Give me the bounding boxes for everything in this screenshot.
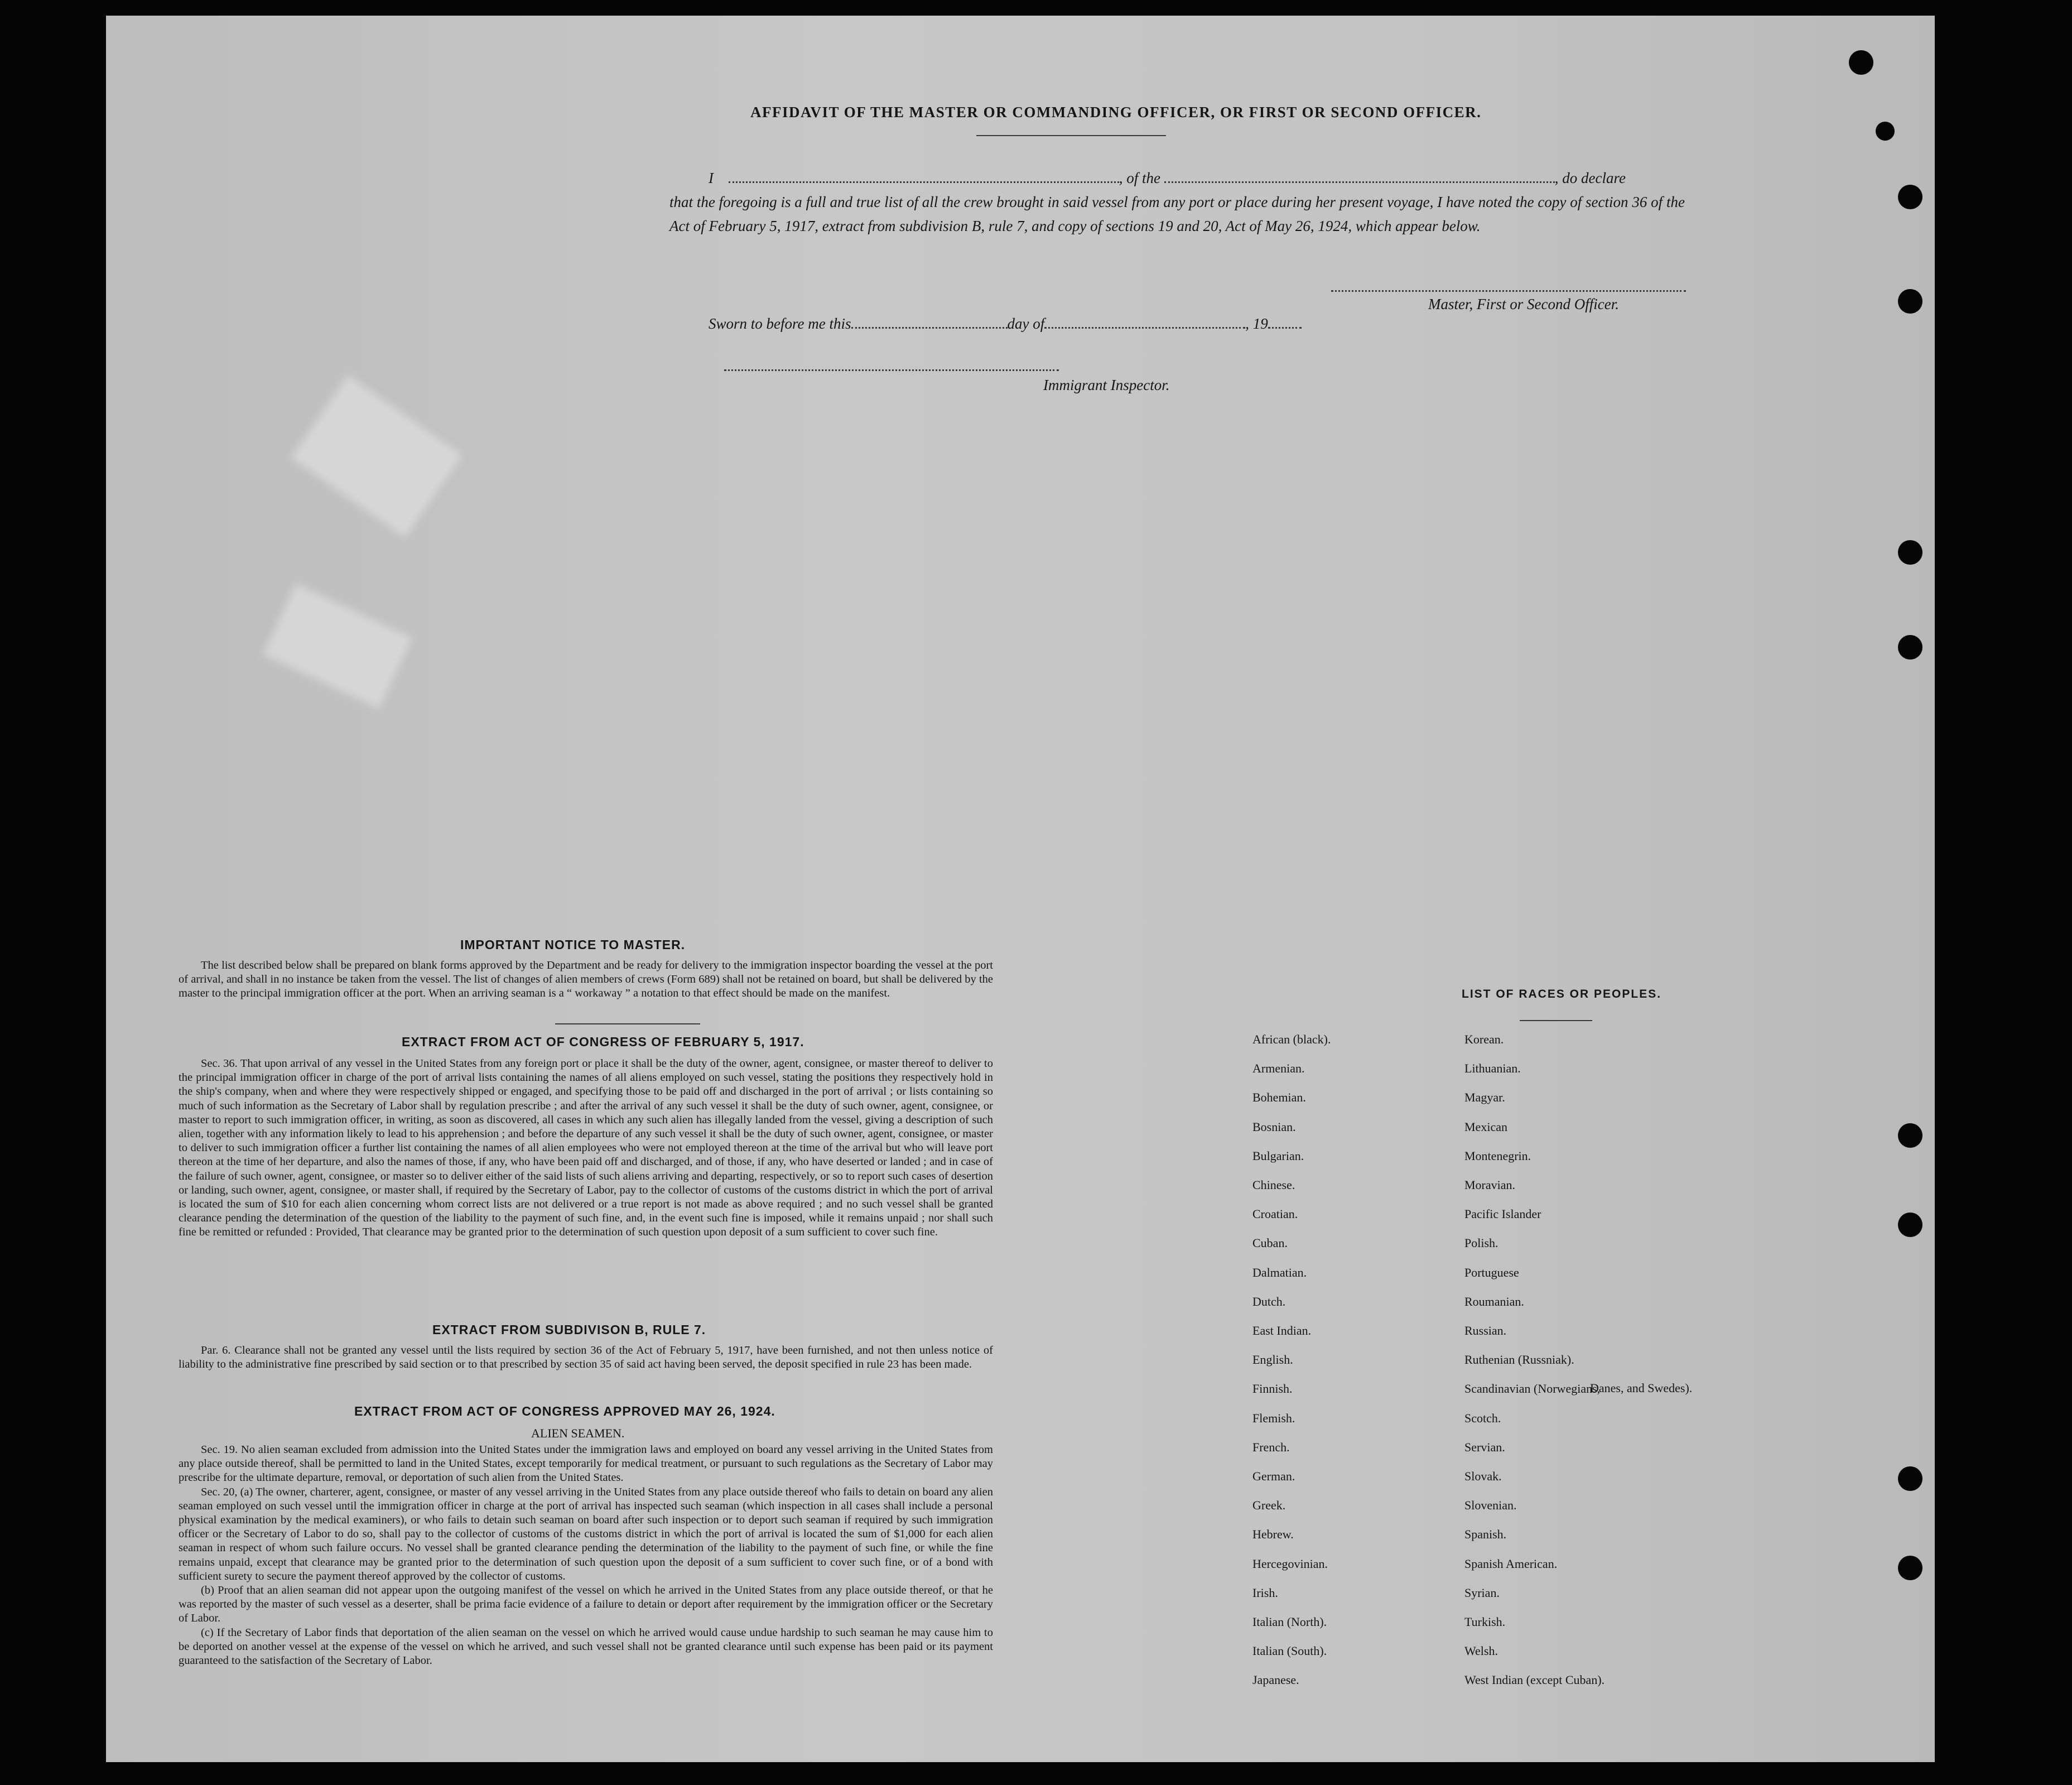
section-20b-text: (b) Proof that an alien seaman did not appear upon the outgoing manifest of the vessel on which he arrived in the United States from any place outside thereof, or that he was reported by the master of such vessel as a deserter, shall be prima facie evidence of a failure to detain or deport after requirement by the immigration officer or the Secretary of Labor. <box>179 1584 993 1625</box>
sworn-line <box>709 315 1302 333</box>
binder-hole <box>1898 1556 1922 1580</box>
tape-mark <box>291 376 462 538</box>
section-20a-text: Sec. 20, (a) The owner, charterer, agent, consignee, or master of any vessel arriving in the United States from any place outside thereof who fails to detain on board any alien seaman employed on such vessel until the immigration officer in charge at the port of arrival has inspected such seaman (which inspection in all cases shall include a personal physical examination by the medical examiners), or who fails to detain such seaman on board after such inspection or to deport such seaman if required by such immigration officer or the Secretary of Labor to do so, shall pay to the collector of customs of the customs district in which the port of arrival is located the sum of $1,000 for each alien seaman in respect of whom such failure occurs. No vessel shall be granted clearance pending the determination of the liability to the payment of such fine, or while the fine remains unpaid, except that clearance may be granted prior to the determination of such question upon the deposit of a sum sufficient to cover such fine, or of a bond with sufficient surety to secure the payment thereof approved by the collector of customs. <box>179 1485 993 1582</box>
race-item: African (black). <box>1252 1032 1331 1046</box>
race-item: Bosnian. <box>1252 1119 1296 1134</box>
vessel-field[interactable] <box>1164 170 1555 183</box>
binder-hole <box>1898 185 1922 209</box>
document-page <box>106 16 1935 1762</box>
race-item: Korean. <box>1464 1032 1504 1046</box>
race-item: Spanish. <box>1464 1527 1507 1542</box>
inspector-signature-line[interactable] <box>724 368 1059 371</box>
affidavit-i: I <box>709 170 714 186</box>
race-item: Servian. <box>1464 1440 1505 1454</box>
race-item: Dalmatian. <box>1252 1265 1307 1279</box>
section-19-text: Sec. 19. No alien seaman excluded from admission into the United States under the immigration laws and employed on board any vessel arriving in the United States from any place outside thereof, shall be permitted to land in the United States, except temporarily for medical treatment, or pursuant to such regulations as the Secretary of Labor may prescribe for the ultimate departure, removal, or deportation of such alien from the United States. <box>179 1444 993 1484</box>
binder-hole <box>1876 122 1895 141</box>
sworn-year: , 19 <box>1245 315 1268 332</box>
section-20c-text: (c) If the Secretary of Labor finds that deportation of the alien seaman on the vessel on which he arrived would cause undue hardship to such seaman he may cause him to be deported on another vessel at the expense of the vessel on which he arrived, and such vessel shall not be granted clearance until such expense has been paid or its payment guaranteed to the satisfaction of the Secretary of Labor. <box>179 1626 993 1667</box>
sworn-month-field[interactable] <box>1044 316 1245 329</box>
extract-1924-body <box>179 1443 993 1668</box>
binder-hole <box>1898 540 1922 565</box>
race-item: Italian (South). <box>1252 1644 1327 1658</box>
affidavit-title: AFFIDAVIT OF THE MASTER OR COMMANDING OFFICER, OR FIRST OR SECOND OFFICER. <box>750 104 1482 121</box>
sworn-date-field[interactable] <box>851 316 1008 329</box>
race-item: English. <box>1252 1353 1293 1367</box>
race-item: Bulgarian. <box>1252 1148 1304 1163</box>
race-item: Chinese. <box>1252 1178 1295 1192</box>
notice-text: The list described below shall be prepared on blank forms approved by the Department and be ready for delivery to the immigration inspector boarding the vessel at the port of arrival, and shall in no instance be taken from the vessel. The list of changes of alien members of crews (Form 689) shall not be retained on board, but shall be delivered by the master to the principal immigration officer at the port. When an arriving seaman is a “ workaway ” a notation to that effect should be made on the manifest. <box>179 959 993 1000</box>
affidavit-statement: that the foregoing is a full and true list of all the crew brought in said vessel from any port or place during her present voyage, I have noted the copy of section 36 of the Act of February 5, 1917, extract from subdivision B, rule 7, and copy of sections 19 and 20, Act of May 26, 1924, which appear below. <box>669 194 1685 234</box>
race-item: Pacific Islander <box>1464 1207 1541 1221</box>
sworn-day-of: day of <box>1007 315 1045 332</box>
race-item: Magyar. <box>1464 1090 1505 1105</box>
race-item: Welsh. <box>1464 1644 1498 1658</box>
signature-label: Master, First or Second Officer. <box>1428 296 1619 312</box>
race-item: Lithuanian. <box>1464 1061 1521 1076</box>
divider <box>976 135 1166 136</box>
binder-hole <box>1898 1466 1922 1491</box>
sworn-year-field[interactable] <box>1268 316 1302 329</box>
race-item: Roumanian. <box>1464 1294 1524 1308</box>
race-item: Hebrew. <box>1252 1527 1294 1542</box>
race-item: Dutch. <box>1252 1294 1286 1308</box>
sworn-prefix: Sworn to before me this <box>709 315 851 332</box>
extract-1917-body <box>179 1057 993 1240</box>
affidavit-do-declare: , do declare <box>1554 170 1626 186</box>
binder-hole <box>1898 1123 1922 1148</box>
section-36-text: Sec. 36. That upon arrival of any vessel in the United States from any foreign port or place it shall be the duty of the owner, agent, consignee, or master thereof to deliver to the principal immigration officer in charge of the port of arrival lists containing the names of all aliens employed on such vessel, stating the positions they respectively hold in the ship's company, when and where they were respectively shipped or engaged, and specifying those to be paid off and discharged in the port of arrival ; or lists containing so much of such information as the Secretary of Labor shall by regulation prescribe ; and after the arrival of any such vessel it shall be the duty of such owner, agent, consignee, or master to report to such immigration officer, in writing, as soon as discovered, all cases in which any such alien has illegally landed from the vessel, giving a description of such alien, together with any information likely to lead to his apprehension ; and before the departure of any such vessel it shall be the duty of such owner, agent, consignee, or master to deliver to such immigration officer a further list containing the names of all alien employees who were not employed thereon at the time of the arrival but who will leave port thereon at the time of her departure, and also the names of those, if any, who have been paid off and discharged, and of those, if any, who have deserted or landed ; and in case of the failure of such owner, agent, consignee, or master so to deliver either of the said lists of such aliens arriving and departing, respectively, or so to report such cases of desertion or landing, such owner, agent, consignee, or master shall, if required by the Secretary of Labor, pay to the collector of customs of the customs district in which the port of arrival is located the sum of $10 for each alien concerning whom correct lists are not delivered or a true report is not made as above required ; and no such vessel shall be granted clearance pending the determination of the question of the liability to the payment of such fine, and, in the event such fine is imposed, while it remains unpaid ; nor shall such fine be remitted or refunded : Provided, That clearance may be granted prior to the determination of such question upon deposit of a sum sufficient to cover such fine. <box>179 1057 993 1239</box>
affidavit-of-the: , of the <box>1119 170 1160 186</box>
name-field[interactable] <box>729 170 1119 183</box>
binder-hole <box>1898 1213 1922 1237</box>
race-item: Scandinavian (Norwegians, <box>1464 1382 1601 1396</box>
signature-line[interactable] <box>1331 289 1686 292</box>
race-item: Spanish American. <box>1464 1556 1558 1571</box>
race-item: Italian (North). <box>1252 1615 1327 1629</box>
race-item: Mexican <box>1464 1119 1507 1134</box>
tape-mark <box>263 584 412 709</box>
inspector-label: Immigrant Inspector. <box>1043 377 1170 393</box>
race-item: Irish. <box>1252 1585 1278 1600</box>
race-item: Flemish. <box>1252 1411 1295 1425</box>
race-item: Portuguese <box>1464 1265 1519 1279</box>
race-item: Moravian. <box>1464 1178 1516 1192</box>
extract-1917-title: EXTRACT FROM ACT OF CONGRESS OF FEBRUARY 5, 1917. <box>402 1035 804 1049</box>
divider <box>1520 1020 1592 1021</box>
race-item: Russian. <box>1464 1324 1507 1337</box>
race-item-continuation: Danes, and Swedes). <box>1590 1381 1693 1395</box>
race-item: Turkish. <box>1464 1615 1506 1629</box>
alien-seamen-subtitle: ALIEN SEAMEN. <box>531 1426 625 1440</box>
race-item: Polish. <box>1464 1236 1498 1250</box>
race-item: Finnish. <box>1252 1382 1293 1396</box>
race-item: Japanese. <box>1252 1673 1299 1687</box>
paragraph-6-text: Par. 6. Clearance shall not be granted any vessel until the lists required by section 36 of the Act of February 5, 1917, have been furnished, and not then unless notice of liability to the administrative fine prescribed by said section or to that prescribed by section 35 of said act having been served, the deposit specified in rule 23 has been made. <box>179 1344 993 1371</box>
races-title: LIST OF RACES OR PEOPLES. <box>1462 988 1662 1000</box>
extract-rule7-title: EXTRACT FROM SUBDIVISON B, RULE 7. <box>432 1322 706 1337</box>
race-item: Armenian. <box>1252 1061 1305 1076</box>
race-item: Croatian. <box>1252 1207 1298 1221</box>
race-item: Scotch. <box>1464 1411 1501 1425</box>
race-item: Greek. <box>1252 1498 1286 1513</box>
affidavit-body <box>669 166 1685 238</box>
race-item: Ruthenian (Russniak). <box>1464 1353 1574 1367</box>
race-item: Bohemian. <box>1252 1090 1306 1105</box>
race-item: Syrian. <box>1464 1585 1500 1600</box>
extract-1924-title: EXTRACT FROM ACT OF CONGRESS APPROVED MAY 26, 1924. <box>354 1404 775 1418</box>
extract-rule7-body <box>179 1344 993 1372</box>
binder-hole <box>1849 50 1873 75</box>
notice-body <box>179 959 993 1001</box>
race-item: West Indian (except Cuban). <box>1464 1673 1605 1687</box>
divider <box>555 1023 700 1024</box>
race-item: Cuban. <box>1252 1236 1288 1250</box>
race-item: Hercegovinian. <box>1252 1556 1328 1571</box>
race-item: German. <box>1252 1469 1295 1483</box>
race-item: Slovak. <box>1464 1469 1502 1483</box>
notice-title: IMPORTANT NOTICE TO MASTER. <box>460 937 686 952</box>
race-item: French. <box>1252 1440 1290 1454</box>
binder-hole <box>1898 635 1922 660</box>
binder-hole <box>1898 289 1922 314</box>
race-item: Slovenian. <box>1464 1498 1517 1513</box>
race-item: East Indian. <box>1252 1324 1312 1337</box>
race-item: Montenegrin. <box>1464 1148 1531 1163</box>
